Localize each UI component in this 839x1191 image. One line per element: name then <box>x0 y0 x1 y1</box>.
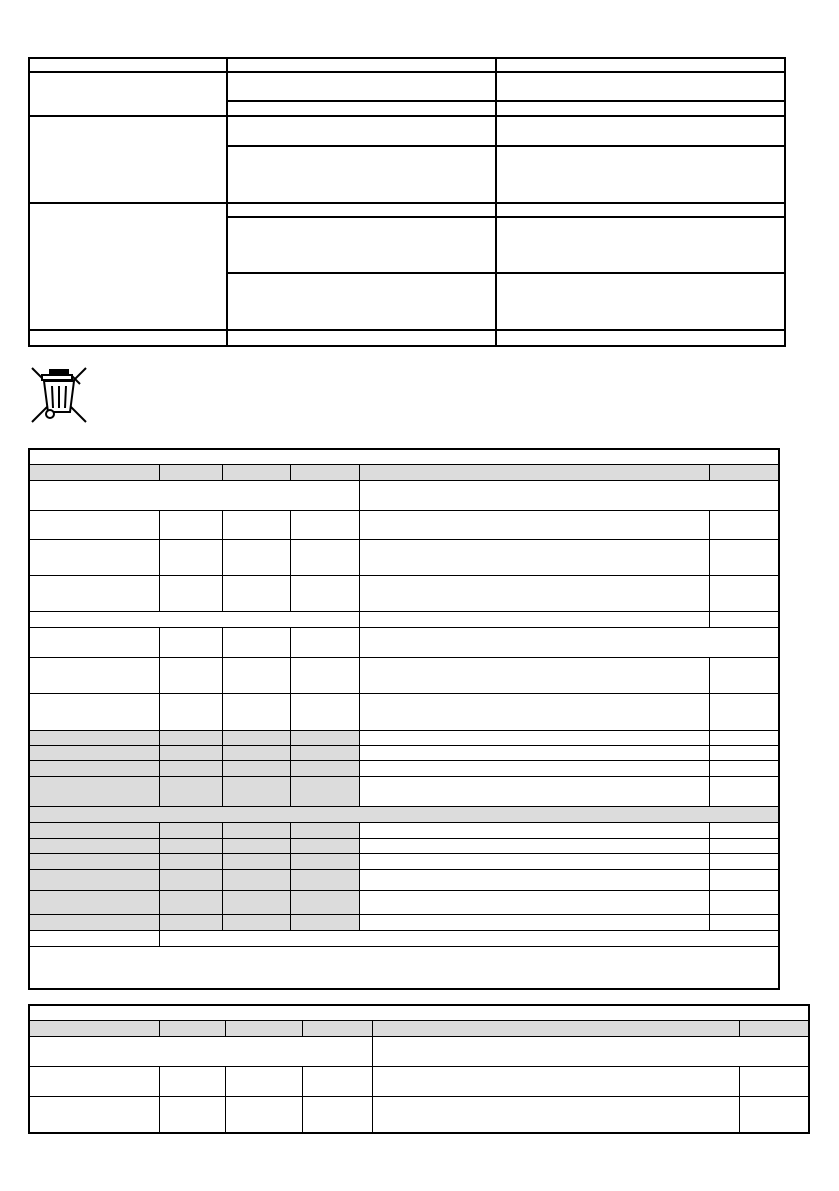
crossed-out-wheelie-bin-icon <box>28 364 90 426</box>
